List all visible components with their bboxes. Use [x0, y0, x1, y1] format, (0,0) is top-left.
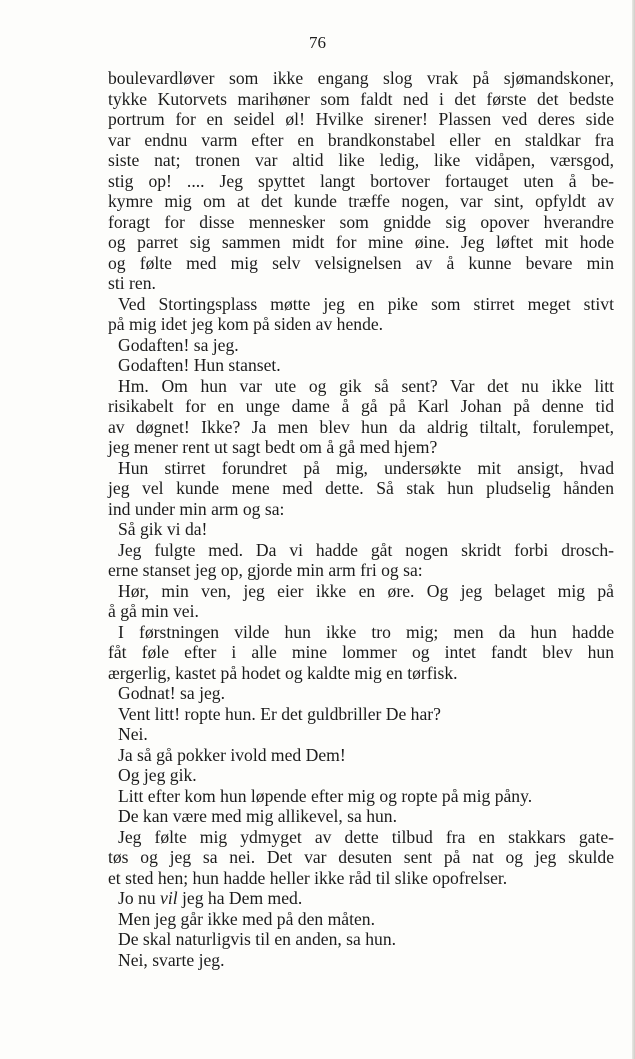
text-line: tøs og jeg sa nei. Det var desuten sent på nat og jeg skulde: [108, 847, 614, 867]
text-line: siste nat; tronen var altid like ledig, like vidåpen, værsgod,: [108, 150, 614, 170]
text-line: Hør, min ven, jeg eier ikke en øre. Og jeg belaget mig på: [118, 580, 614, 601]
text-line: og parret sig sammen midt for mine øine. Jeg løftet mit hode: [108, 232, 614, 252]
text-line: foragt for disse mennesker som gnidde sig opover hverandre: [108, 211, 614, 232]
text-line: Hm. Om hun var ute og gik så sent? Var det nu ikke litt: [118, 375, 614, 396]
text-line: å gå min vei.: [108, 601, 199, 621]
text-line: Og jeg gik.: [118, 765, 197, 785]
text-line: Ja så gå pokker ivold med Dem!: [118, 744, 346, 765]
text-line: I førstningen vilde hun ikke tro mig; men da hun hadde: [118, 621, 614, 642]
emphasized-word: vil: [160, 888, 178, 908]
text-line: tykke Kutorvets marihøner som faldt ned i det første det bedste: [108, 88, 614, 109]
text-line: jeg vel kunde mene med dette. Så stak hun pludselig hånden: [108, 478, 614, 498]
text-line: et sted hen; hun hadde heller ikke råd til slike opofrelser.: [108, 867, 508, 888]
text-line: Jeg fulgte med. Da vi hadde gåt nogen skridt forbi drosch-: [118, 539, 614, 560]
text-segment: jeg ha Dem med.: [177, 888, 303, 908]
text-line: Godaften! sa jeg.: [118, 334, 239, 355]
text-line: De kan være med mig allikevel, sa hun.: [118, 806, 397, 826]
text-line: erne stanset jeg op, gjorde min arm fri og sa:: [108, 560, 423, 580]
text-line: Hun stirret forundret på mig, undersøkte mit ansigt, hvad: [118, 457, 614, 478]
text-line: Godaften! Hun stanset.: [118, 355, 281, 375]
text-line: jeg mener rent ut sagt bedt om å gå med hjem?: [108, 437, 438, 457]
text-line: og følte med mig selv velsignelsen av å kunne bevare min: [108, 252, 614, 273]
text-line: [108, 888, 614, 909]
text-line: stig op! .... Jeg spyttet langt bortover fortauget uten å be-: [108, 170, 614, 191]
text-line: på mig idet jeg kom på siden av hende.: [108, 314, 384, 334]
text-line: var endnu varm efter en brandkonstabel eller en staldkar fra: [108, 129, 614, 150]
text-line: Nei, svarte jeg.: [118, 949, 225, 970]
text-line: Ved Stortingsplass møtte jeg en pike som stirret meget stivt: [118, 293, 614, 314]
body-text: [108, 68, 614, 970]
text-segment: Jo nu: [118, 888, 161, 908]
text-line: Så gik vi da!: [118, 519, 208, 539]
text-line: fåt føle efter i alle mine lommer og intet fandt blev hun: [108, 642, 614, 662]
text-line: ind under min arm og sa:: [108, 498, 285, 519]
text-line: Vent litt! ropte hun. Er det guldbriller De har?: [118, 703, 441, 724]
text-line: Nei.: [118, 724, 148, 744]
text-line: boulevardløver som ikke engang slog vrak på sjømandskoner,: [108, 68, 614, 88]
text-line: Jeg følte mig ydmyget av dette tilbud fra en stakkars gate-: [118, 826, 614, 847]
text-line: Godnat! sa jeg.: [118, 683, 225, 703]
page-number: 76: [309, 33, 326, 52]
text-line: ærgerlig, kastet på hodet og kaldte mig en tørfisk.: [108, 662, 458, 683]
text-line: av døgnet! Ikke? Ja men blev hun da aldrig tiltalt, forulempet,: [108, 416, 614, 437]
text-line: sti ren.: [108, 273, 156, 293]
text-line: De skal naturligvis til en anden, sa hun.: [118, 929, 397, 949]
text-line: Men jeg går ikke med på den måten.: [118, 908, 375, 929]
text-line: kymre mig om at det kunde træffe nogen, var sint, opfyldt av: [108, 191, 614, 211]
text-line: risikabelt for en unge dame å gå på Karl Johan på denne tid: [108, 396, 614, 416]
text-line: portrum for en seidel øl! Hvilke sirener! Plassen ved deres side: [108, 109, 614, 129]
text-line: Litt efter kom hun løpende efter mig og ropte på mig påny.: [118, 785, 533, 806]
